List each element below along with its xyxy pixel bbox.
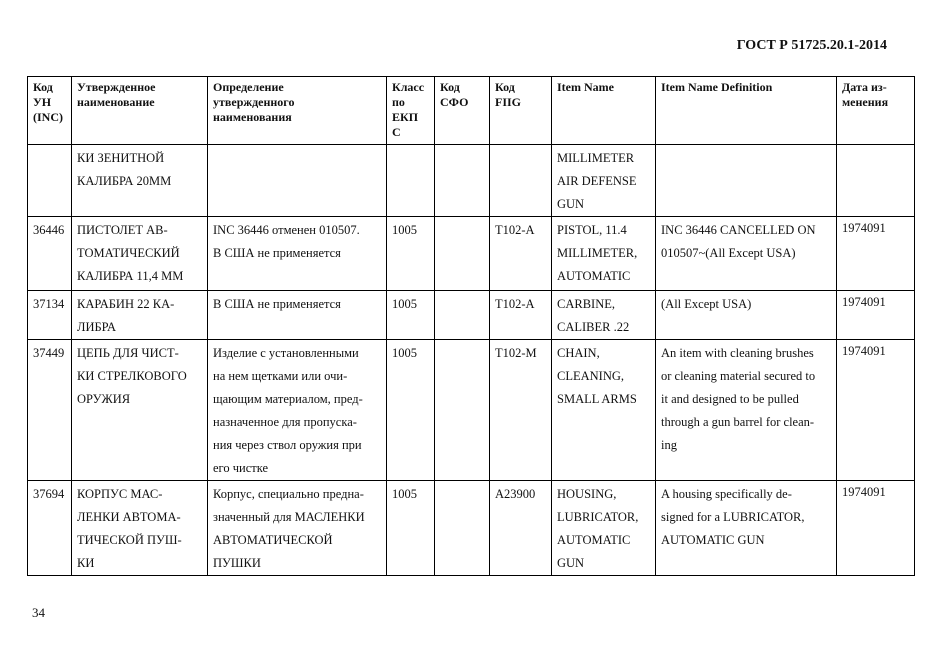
cell-line: его чистке	[213, 461, 269, 475]
cell-line: Корпус, специально предна-	[213, 487, 364, 501]
column-header-inc-code	[28, 77, 72, 145]
cell-name-definition	[208, 481, 387, 576]
table-row	[28, 291, 915, 340]
cell-name-definition	[208, 340, 387, 481]
cell-line: ОРУЖИЯ	[77, 392, 131, 406]
cell-line: 1005	[392, 487, 417, 501]
cell-line: AIR DEFENSE	[557, 174, 637, 188]
column-header-item-name	[552, 77, 656, 145]
cell-line: Код	[495, 80, 515, 94]
cell-line: PISTOL, 11.4	[557, 223, 627, 237]
cell-line: CARBINE,	[557, 297, 615, 311]
cell-approved-name	[72, 217, 208, 291]
column-header-item-name-definition	[656, 77, 837, 145]
cell-line: ing	[661, 438, 677, 452]
cell-sfo-code	[435, 145, 490, 217]
items-table	[27, 76, 915, 576]
cell-line: 1974091	[842, 295, 886, 309]
table-row	[28, 340, 915, 481]
cell-line: 37134	[33, 297, 65, 311]
cell-line: Утвержденное	[77, 80, 156, 94]
cell-inc-code	[28, 217, 72, 291]
cell-ekps-class	[387, 340, 435, 481]
cell-item-name-definition	[656, 217, 837, 291]
cell-line: 010507~(All Except USA)	[661, 246, 796, 260]
cell-line: INC 36446 CANCELLED ON	[661, 223, 816, 237]
cell-change-date	[837, 481, 915, 576]
cell-line: Класс	[392, 80, 425, 94]
column-header-sfo-code	[435, 77, 490, 145]
cell-line: ЛЕНКИ АВТОМА-	[77, 510, 181, 524]
cell-line: 1974091	[842, 344, 886, 358]
cell-line: ЦЕПЬ ДЛЯ ЧИСТ-	[77, 346, 179, 360]
table-row	[28, 217, 915, 291]
cell-line: КОРПУС МАС-	[77, 487, 163, 501]
cell-line: (INC)	[33, 110, 63, 124]
cell-item-name	[552, 291, 656, 340]
column-header-approved-name	[72, 77, 208, 145]
cell-line: Дата из-	[842, 80, 887, 94]
cell-line: назначенное для пропуска-	[213, 415, 357, 429]
cell-line: MILLIMETER,	[557, 246, 638, 260]
cell-line: GUN	[557, 556, 585, 570]
cell-line: AUTOMATIC GUN	[661, 533, 765, 547]
header-row	[28, 77, 915, 145]
cell-fiig-code	[490, 481, 552, 576]
cell-line: it and designed to be pulled	[661, 392, 799, 406]
cell-line: СФО	[440, 95, 469, 109]
table-body	[28, 145, 915, 576]
cell-line: КАЛИБРА 11,4 ММ	[77, 269, 184, 283]
cell-line: 1974091	[842, 485, 886, 499]
cell-ekps-class	[387, 291, 435, 340]
cell-line: КИ	[77, 556, 95, 570]
cell-line: 36446	[33, 223, 65, 237]
cell-ekps-class	[387, 481, 435, 576]
cell-line: менения	[842, 95, 889, 109]
cell-item-name-definition	[656, 340, 837, 481]
cell-line: ПУШКИ	[213, 556, 261, 570]
cell-line: 1974091	[842, 221, 886, 235]
cell-fiig-code	[490, 291, 552, 340]
cell-line: АВТОМАТИЧЕСКОЙ	[213, 533, 333, 547]
document-standard-number: ГОСТ Р 51725.20.1-2014	[736, 38, 887, 53]
cell-line: 1005	[392, 223, 417, 237]
cell-line: T102-M	[495, 346, 537, 360]
cell-line: A housing specifically de-	[661, 487, 792, 501]
cell-sfo-code	[435, 481, 490, 576]
cell-ekps-class	[387, 145, 435, 217]
cell-name-definition	[208, 145, 387, 217]
cell-line: на нем щетками или очи-	[213, 369, 348, 383]
cell-line: LUBRICATOR,	[557, 510, 639, 524]
cell-sfo-code	[435, 340, 490, 481]
cell-line: AUTOMATIC	[557, 269, 631, 283]
cell-name-definition	[208, 291, 387, 340]
cell-line: An item with cleaning brushes	[661, 346, 814, 360]
cell-line: ЕКП	[392, 110, 419, 124]
cell-line: 1005	[392, 297, 417, 311]
cell-line: ПИСТОЛЕТ АВ-	[77, 223, 168, 237]
cell-line: T102-A	[495, 297, 535, 311]
cell-line: SMALL ARMS	[557, 392, 637, 406]
cell-line: Item Name	[557, 80, 614, 94]
cell-line: MILLIMETER	[557, 151, 635, 165]
cell-approved-name	[72, 340, 208, 481]
column-header-ekps-class	[387, 77, 435, 145]
cell-line: УН	[33, 95, 52, 109]
cell-line: FIIG	[495, 95, 522, 109]
cell-line: В США не применяется	[213, 246, 341, 260]
cell-item-name	[552, 340, 656, 481]
cell-line: Код	[440, 80, 460, 94]
cell-line: AUTOMATIC	[557, 533, 631, 547]
cell-line: A23900	[495, 487, 536, 501]
cell-line: щающим материалом, пред-	[213, 392, 363, 406]
page-number: 34	[32, 605, 45, 620]
column-header-fiig-code	[490, 77, 552, 145]
column-header-name-definition	[208, 77, 387, 145]
cell-line: КАРАБИН 22 КА-	[77, 297, 175, 311]
cell-approved-name	[72, 145, 208, 217]
cell-approved-name	[72, 291, 208, 340]
cell-line: ТОМАТИЧЕСКИЙ	[77, 246, 180, 260]
cell-change-date	[837, 145, 915, 217]
cell-line: ЛИБРА	[77, 320, 117, 334]
cell-line: В США не применяется	[213, 297, 341, 311]
cell-ekps-class	[387, 217, 435, 291]
table-header	[28, 77, 915, 145]
cell-line: наименование	[77, 95, 155, 109]
cell-line: КИ СТРЕЛКОВОГО	[77, 369, 187, 383]
cell-line: 1005	[392, 346, 417, 360]
cell-line: наименования	[213, 110, 292, 124]
cell-inc-code	[28, 481, 72, 576]
cell-item-name-definition	[656, 291, 837, 340]
cell-change-date	[837, 291, 915, 340]
column-header-change-date	[837, 77, 915, 145]
cell-item-name	[552, 145, 656, 217]
cell-sfo-code	[435, 217, 490, 291]
cell-fiig-code	[490, 340, 552, 481]
table-row	[28, 481, 915, 576]
cell-line: ния через ствол оружия при	[213, 438, 362, 452]
cell-change-date	[837, 217, 915, 291]
cell-inc-code	[28, 340, 72, 481]
cell-line: значенный для МАСЛЕНКИ	[213, 510, 365, 524]
cell-item-name-definition	[656, 481, 837, 576]
cell-fiig-code	[490, 217, 552, 291]
cell-line: INC 36446 отменен 010507.	[213, 223, 360, 237]
cell-line: CHAIN,	[557, 346, 600, 360]
cell-name-definition	[208, 217, 387, 291]
table-row	[28, 145, 915, 217]
cell-line: CLEANING,	[557, 369, 625, 383]
cell-line: HOUSING,	[557, 487, 617, 501]
cell-fiig-code	[490, 145, 552, 217]
cell-line: Изделие с установленными	[213, 346, 359, 360]
cell-line: утвержденного	[213, 95, 295, 109]
cell-line: GUN	[557, 197, 585, 211]
cell-line: Код	[33, 80, 53, 94]
cell-line: Item Name Definition	[661, 80, 773, 94]
cell-line: signed for a LUBRICATOR,	[661, 510, 805, 524]
cell-line: or cleaning material secured to	[661, 369, 816, 383]
cell-inc-code	[28, 291, 72, 340]
cell-change-date	[837, 340, 915, 481]
cell-line: T102-A	[495, 223, 535, 237]
cell-approved-name	[72, 481, 208, 576]
cell-line: through a gun barrel for clean-	[661, 415, 815, 429]
cell-line: 37449	[33, 346, 65, 360]
cell-item-name-definition	[656, 145, 837, 217]
cell-line: 37694	[33, 487, 65, 501]
cell-sfo-code	[435, 291, 490, 340]
cell-line: по	[392, 95, 405, 109]
cell-line: Определение	[213, 80, 284, 94]
cell-item-name	[552, 481, 656, 576]
cell-line: КИ ЗЕНИТНОЙ	[77, 151, 165, 165]
cell-line: (All Except USA)	[661, 297, 752, 311]
cell-inc-code	[28, 145, 72, 217]
cell-line: ТИЧЕСКОЙ ПУШ-	[77, 533, 182, 547]
cell-line: С	[392, 125, 401, 139]
cell-line: КАЛИБРА 20ММ	[77, 174, 172, 188]
cell-item-name	[552, 217, 656, 291]
cell-line: CALIBER .22	[557, 320, 630, 334]
